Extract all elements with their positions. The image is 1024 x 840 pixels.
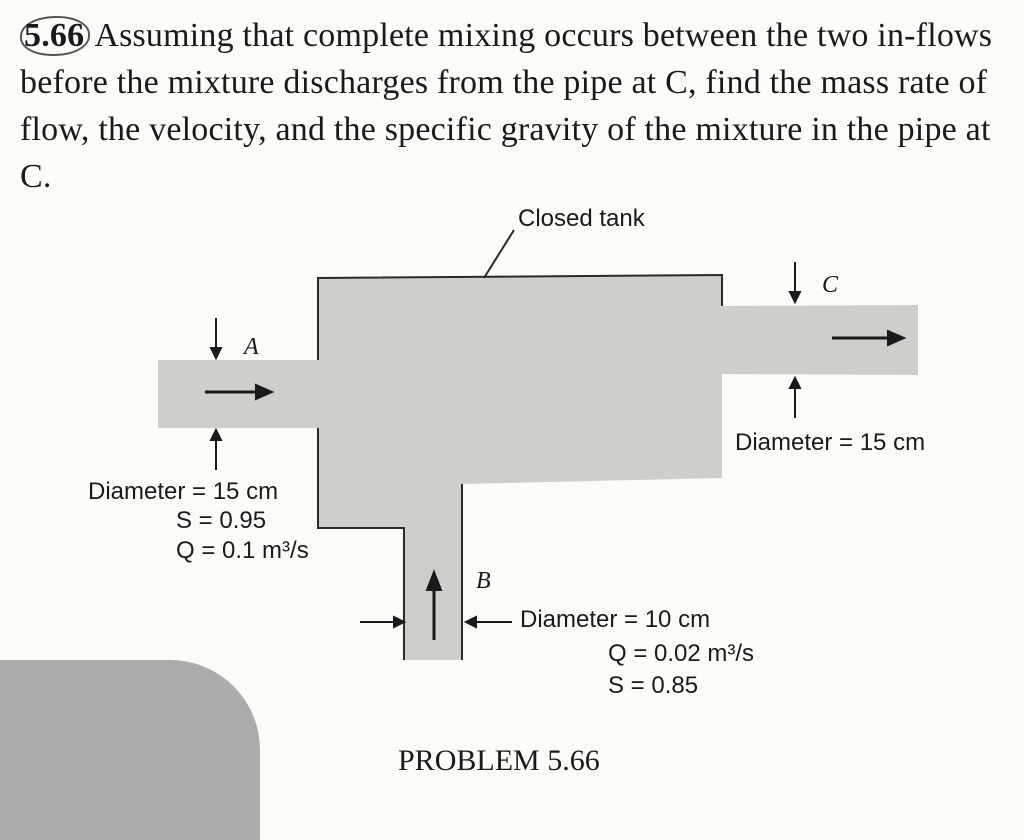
inlet-a-diameter: Diameter = 15 cm: [88, 478, 279, 505]
problem-number: 5.66: [20, 16, 90, 56]
outlet-c-diameter: Diameter = 15 cm: [735, 429, 926, 456]
problem-text: Assuming that complete mixing occurs between the two in-flows before the mixture discharges from the pipe at C, find the mass rate of flow, the velocity, and the specific gravity of the mixture in the pipe at C.: [20, 17, 993, 195]
tank-label: Closed tank: [518, 205, 645, 232]
tank-and-pipes: [158, 275, 918, 660]
point-c-label: C: [822, 272, 839, 298]
inlet-b-flow-rate: Q = 0.02 m³/s: [608, 640, 755, 667]
point-a-label: A: [244, 334, 259, 360]
tank-leader: [484, 230, 514, 278]
inlet-b-diameter: Diameter = 10 cm: [520, 606, 711, 633]
inlet-a-flow-rate: Q = 0.1 m³/s: [176, 537, 309, 564]
inlet-a-specific-gravity: S = 0.95: [176, 507, 267, 534]
inlet-b-specific-gravity: S = 0.85: [608, 672, 699, 699]
point-b-label: B: [476, 568, 491, 594]
figure-caption: PROBLEM 5.66: [398, 744, 600, 777]
